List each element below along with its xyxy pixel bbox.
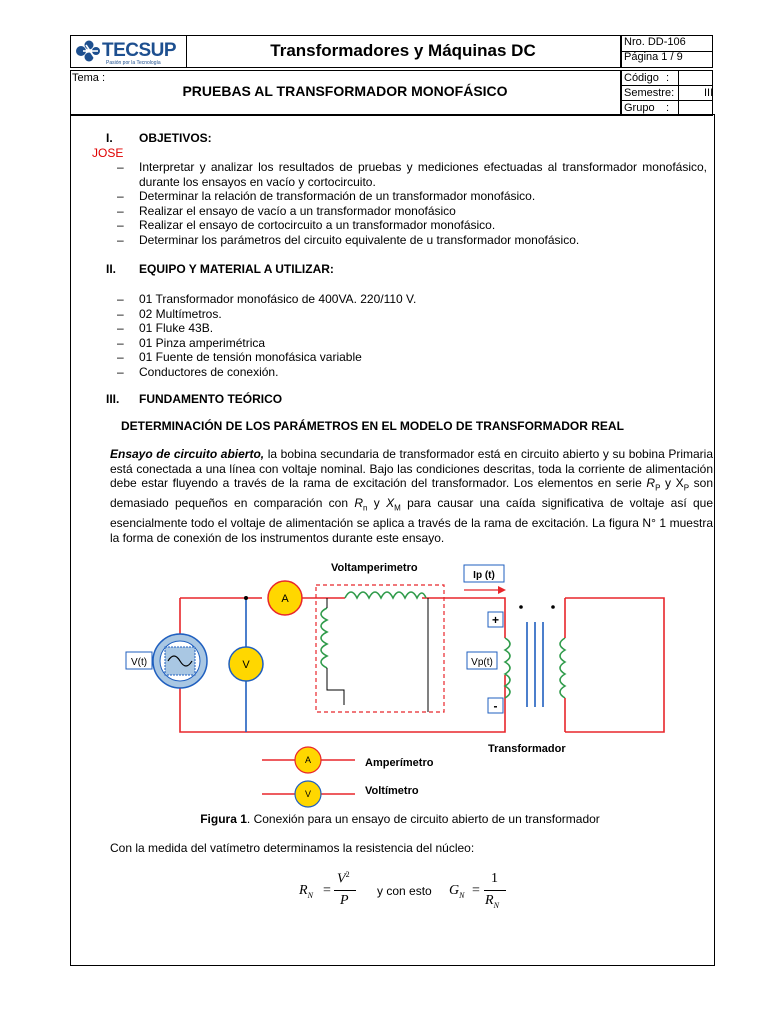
logo-tagline: Pasión por la Tecnología bbox=[106, 60, 161, 66]
voltamperimetro-label: Voltamperimetro bbox=[331, 562, 418, 574]
page-number: Página 1 / 9 bbox=[624, 51, 683, 63]
plus-sign: + bbox=[491, 613, 500, 627]
formula-gn: $G_N$ bbox=[449, 883, 465, 900]
voltmeter-symbol: V bbox=[242, 659, 250, 671]
field-label-group: Grupo bbox=[624, 102, 655, 114]
ammeter-symbol: A bbox=[281, 593, 289, 605]
voltage-coil-icon bbox=[321, 608, 327, 668]
list-item: – Realizar el ensayo de vacío a un transformador monofásico bbox=[117, 203, 456, 218]
paragraph-lead: Ensayo de circuito abierto, bbox=[110, 447, 265, 461]
list-item: – Determinar la relación de transformación de un transformador monofásico. bbox=[117, 189, 536, 204]
transformer-label: Transformador bbox=[488, 743, 566, 755]
voltamperimetro-box bbox=[316, 585, 444, 712]
list-item: – 01 Transformador monofásico de 400VA. 220/110 V. bbox=[117, 292, 417, 306]
sheet-title: PRUEBAS AL TRANSFORMADOR MONOFÁSICO bbox=[182, 83, 508, 99]
formula-connector: y con esto bbox=[377, 884, 432, 898]
subject-label: Tema : bbox=[72, 72, 106, 84]
figure-caption: Figura 1. Conexión para un ensayo de circuito abierto de un transformador bbox=[200, 812, 600, 826]
caption-figure-number: Figura 1 bbox=[200, 812, 247, 826]
voltage-coil-lead bbox=[327, 668, 344, 705]
list-item: – Interpretar y analizar los resultados de pruebas y mediciones efectuadas al transformador monofásico, durante los ensayos en vacío y cortocircuito. bbox=[117, 160, 707, 189]
doc-number: Nro. DD-106 bbox=[624, 36, 686, 48]
field-label-semester: Semestre: bbox=[624, 87, 675, 99]
field-sep-group: : bbox=[666, 102, 670, 114]
formula-rn: $R_N$ bbox=[299, 883, 313, 900]
polarity-dot bbox=[551, 605, 555, 609]
section-title: OBJETIVOS: bbox=[139, 131, 212, 145]
formula-one: 1 bbox=[491, 871, 498, 886]
field-sep-code: : bbox=[666, 72, 670, 84]
formula-denominator: P bbox=[340, 893, 349, 908]
current-label: Ip (t) bbox=[473, 570, 495, 581]
author-name: JOSE bbox=[92, 146, 124, 160]
section-number: I. bbox=[106, 131, 113, 145]
secondary-winding-icon bbox=[560, 638, 565, 698]
formula-intro: Con la medida del vatímetro determinamos la resistencia del núcleo: bbox=[110, 841, 475, 855]
formula-den-rn: $R_N$ bbox=[485, 893, 499, 910]
field-value-semester: III bbox=[704, 87, 714, 99]
theory-subheading: DETERMINACIÓN DE LOS PARÁMETROS EN EL MODELO DE TRANSFORMADOR REAL bbox=[121, 419, 624, 433]
section-number: II. bbox=[106, 262, 117, 276]
section-number: III. bbox=[106, 392, 120, 406]
section-title: FUNDAMENTO TEÓRICO bbox=[139, 392, 283, 406]
vp-label: Vp(t) bbox=[471, 657, 493, 668]
list-item: – Conductores de conexión. bbox=[117, 364, 279, 379]
fraction-bar bbox=[334, 890, 356, 891]
formula-eq-2: = bbox=[472, 883, 480, 898]
junction-dot bbox=[244, 596, 248, 600]
source-label: V(t) bbox=[130, 657, 148, 668]
legend-ammeter-symbol: A bbox=[304, 755, 312, 765]
polarity-dot bbox=[519, 605, 523, 609]
transformer-core-icon bbox=[527, 622, 543, 707]
list-item: – 01 Fuente de tensión monofásica variable bbox=[117, 350, 362, 365]
fraction-bar bbox=[484, 890, 506, 891]
list-item: – 01 Pinza amperimétrica bbox=[117, 335, 266, 350]
list-item: – Realizar el ensayo de cortocircuito a un transformador monofásico. bbox=[117, 218, 496, 233]
list-item: – 02 Multímetros. bbox=[117, 306, 222, 321]
course-title: Transformadores y Máquinas DC bbox=[270, 41, 536, 60]
theory-paragraph: Ensayo de circuito abierto, la bobina secundaria de transformador está en circuito abierto y su bobina Primaria está conectada a una línea con voltaje nominal. Bajo las condiciones descritas, toda la corriente de alimentación debe estar fluyendo a través de la rama de excitación del transformador. Los elementos en serie $R_P$ y $X_P$ son demasiado pequeños en comparación con $R_n$ y $X_M$ para causar una caída significativa de voltaje así que esencialmente todo el voltaje de alimentación se aplica a través de la rama de excitación. La figura N° 1 muestra la forma de conexión de los instrumentos durante este ensayo. bbox=[110, 447, 714, 545]
current-coil-icon bbox=[345, 592, 426, 598]
current-arrowhead bbox=[498, 586, 506, 594]
formula-eq-1: = bbox=[323, 883, 331, 898]
minus-sign: - bbox=[493, 699, 498, 713]
legend-voltmeter-symbol: V bbox=[304, 789, 312, 799]
formula-numerator: $V^2$ bbox=[337, 870, 350, 887]
section-title: EQUIPO Y MATERIAL A UTILIZAR: bbox=[139, 262, 334, 276]
field-label-code: Código bbox=[624, 72, 659, 84]
legend-ammeter-label: Amperímetro bbox=[365, 757, 434, 769]
list-item: – Determinar los parámetros del circuito equivalente de u transformador monofásico. bbox=[117, 232, 580, 247]
legend-voltmeter-label: Voltímetro bbox=[365, 785, 419, 797]
list-item: – 01 Fluke 43B. bbox=[117, 321, 214, 336]
logo-word: TECSUP bbox=[102, 40, 177, 61]
